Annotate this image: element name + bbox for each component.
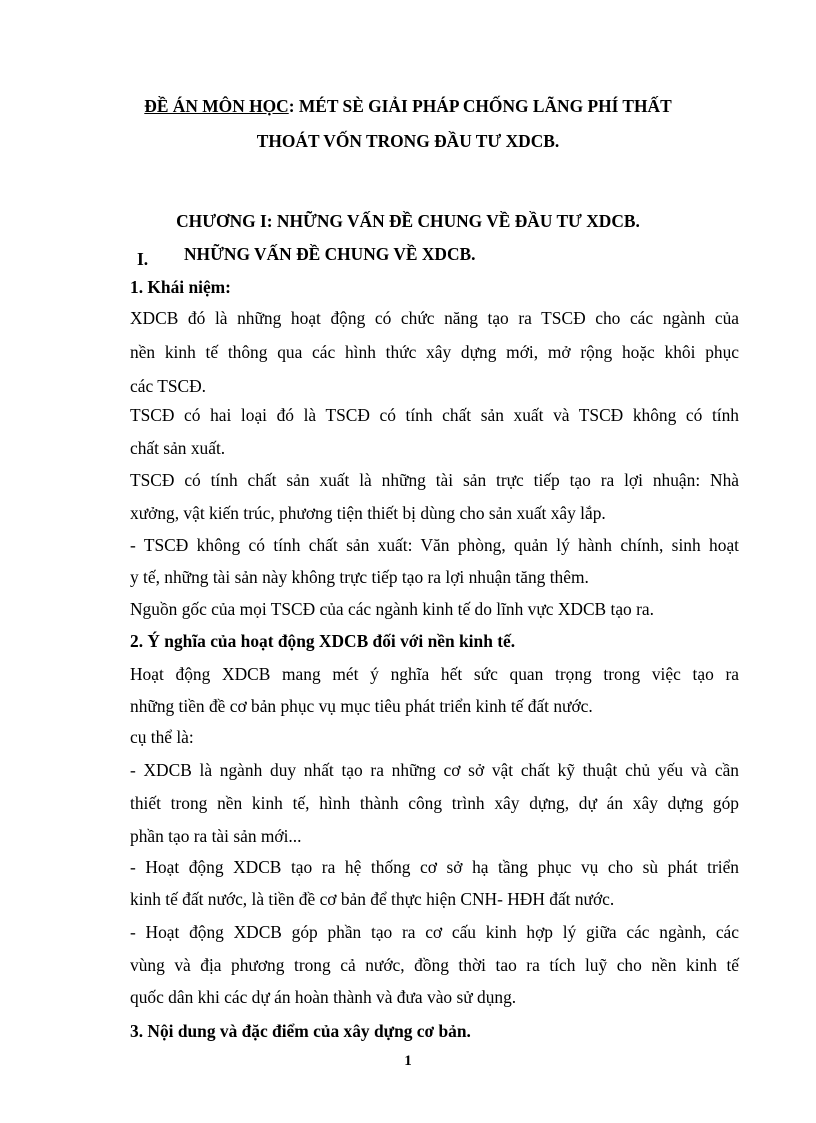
para-6-line-1: Hoạt động XDCB mang mét ý nghĩa hết sức quan trọng trong việc tạo ra: [130, 664, 739, 684]
doc-title-line-2: THOÁT VỐN TRONG ĐẦU TƯ XDCB.: [256, 131, 560, 151]
para-3-line-1: TSCĐ có tính chất sản xuất là những tài sản trực tiếp tạo ra lợi nhuận: Nhà: [130, 470, 739, 490]
heading-3: 3. Nội dung và đặc điểm của xây dựng cơ bản.: [130, 1021, 471, 1041]
doc-title-line-1: [0, 95, 816, 117]
para-6-line-2: những tiền đề cơ bản phục vụ mục tiêu phát triển kinh tế đất nước.: [130, 696, 593, 716]
heading-1: 1. Khái niệm:: [130, 277, 231, 297]
para-8-line-3: phần tạo ra tài sản mới...: [130, 826, 302, 846]
para-7-line-1: cụ thể là:: [130, 727, 194, 747]
para-8-line-1: - XDCB là ngành duy nhất tạo ra những cơ sở vật chất kỹ thuật chủ yếu và cần: [130, 760, 739, 780]
heading-2: 2. Ý nghĩa của hoạt động XDCB đối với nền kinh tế.: [130, 631, 516, 651]
para-4-line-1: - TSCĐ không có tính chất sản xuất: Văn phòng, quản lý hành chính, sinh hoạt: [130, 535, 739, 555]
doc-title-prefix: ĐỀ ÁN MÔN HỌC: [144, 96, 289, 116]
para-3-line-2: xưởng, vật kiến trúc, phương tiện thiết bị dùng cho sản xuất xây lắp.: [130, 503, 606, 523]
section-heading: NHỮNG VẤN ĐỀ CHUNG VỀ XDCB.: [184, 244, 476, 264]
para-1-line-1: XDCB đó là những hoạt động có chức năng tạo ra TSCĐ cho các ngành của: [130, 308, 739, 328]
page-number: 1: [404, 1053, 412, 1069]
para-9-line-1: - Hoạt động XDCB tạo ra hệ thống cơ sở hạ tầng phục vụ cho sù phát triển: [130, 857, 739, 877]
para-10-line-3: quốc dân khi các dự án hoàn thành và đưa vào sử dụng.: [130, 987, 517, 1007]
para-10-line-2: vùng và địa phương trong cả nước, đồng thời tao ra tích luỹ cho nền kinh tế: [130, 955, 739, 975]
para-4-line-2: y tế, những tài sản này không trực tiếp tạo ra lợi nhuận tăng thêm.: [130, 567, 589, 587]
para-1-line-2: nền kinh tế thông qua các hình thức xây dựng mới, mở rộng hoặc khôi phục: [130, 342, 739, 362]
para-9-line-2: kinh tế đất nước, là tiền đề cơ bản để thực hiện CNH- HĐH đất nước.: [130, 889, 615, 909]
doc-title-rest: : MÉT SÈ GIẢI PHÁP CHỐNG LÃNG PHÍ THẤT: [288, 96, 672, 116]
para-2-line-1: TSCĐ có hai loại đó là TSCĐ có tính chất sản xuất và TSCĐ không có tính: [130, 405, 739, 425]
section-number: I.: [137, 249, 149, 269]
para-1-line-3: các TSCĐ.: [130, 376, 206, 396]
chapter-heading: CHƯƠNG I: NHỮNG VẤN ĐỀ CHUNG VỀ ĐẦU TƯ XDCB.: [176, 211, 640, 231]
para-2-line-2: chất sản xuất.: [130, 438, 226, 458]
para-5-line-1: Nguồn gốc của mọi TSCĐ của các ngành kinh tế do lĩnh vực XDCB tạo ra.: [130, 599, 654, 619]
para-10-line-1: - Hoạt động XDCB góp phần tạo ra cơ cấu kinh hợp lý giữa các ngành, các: [130, 922, 739, 942]
para-8-line-2: thiết trong nền kinh tế, hình thành công trình xây dựng, dự án xây dựng góp: [130, 793, 739, 813]
